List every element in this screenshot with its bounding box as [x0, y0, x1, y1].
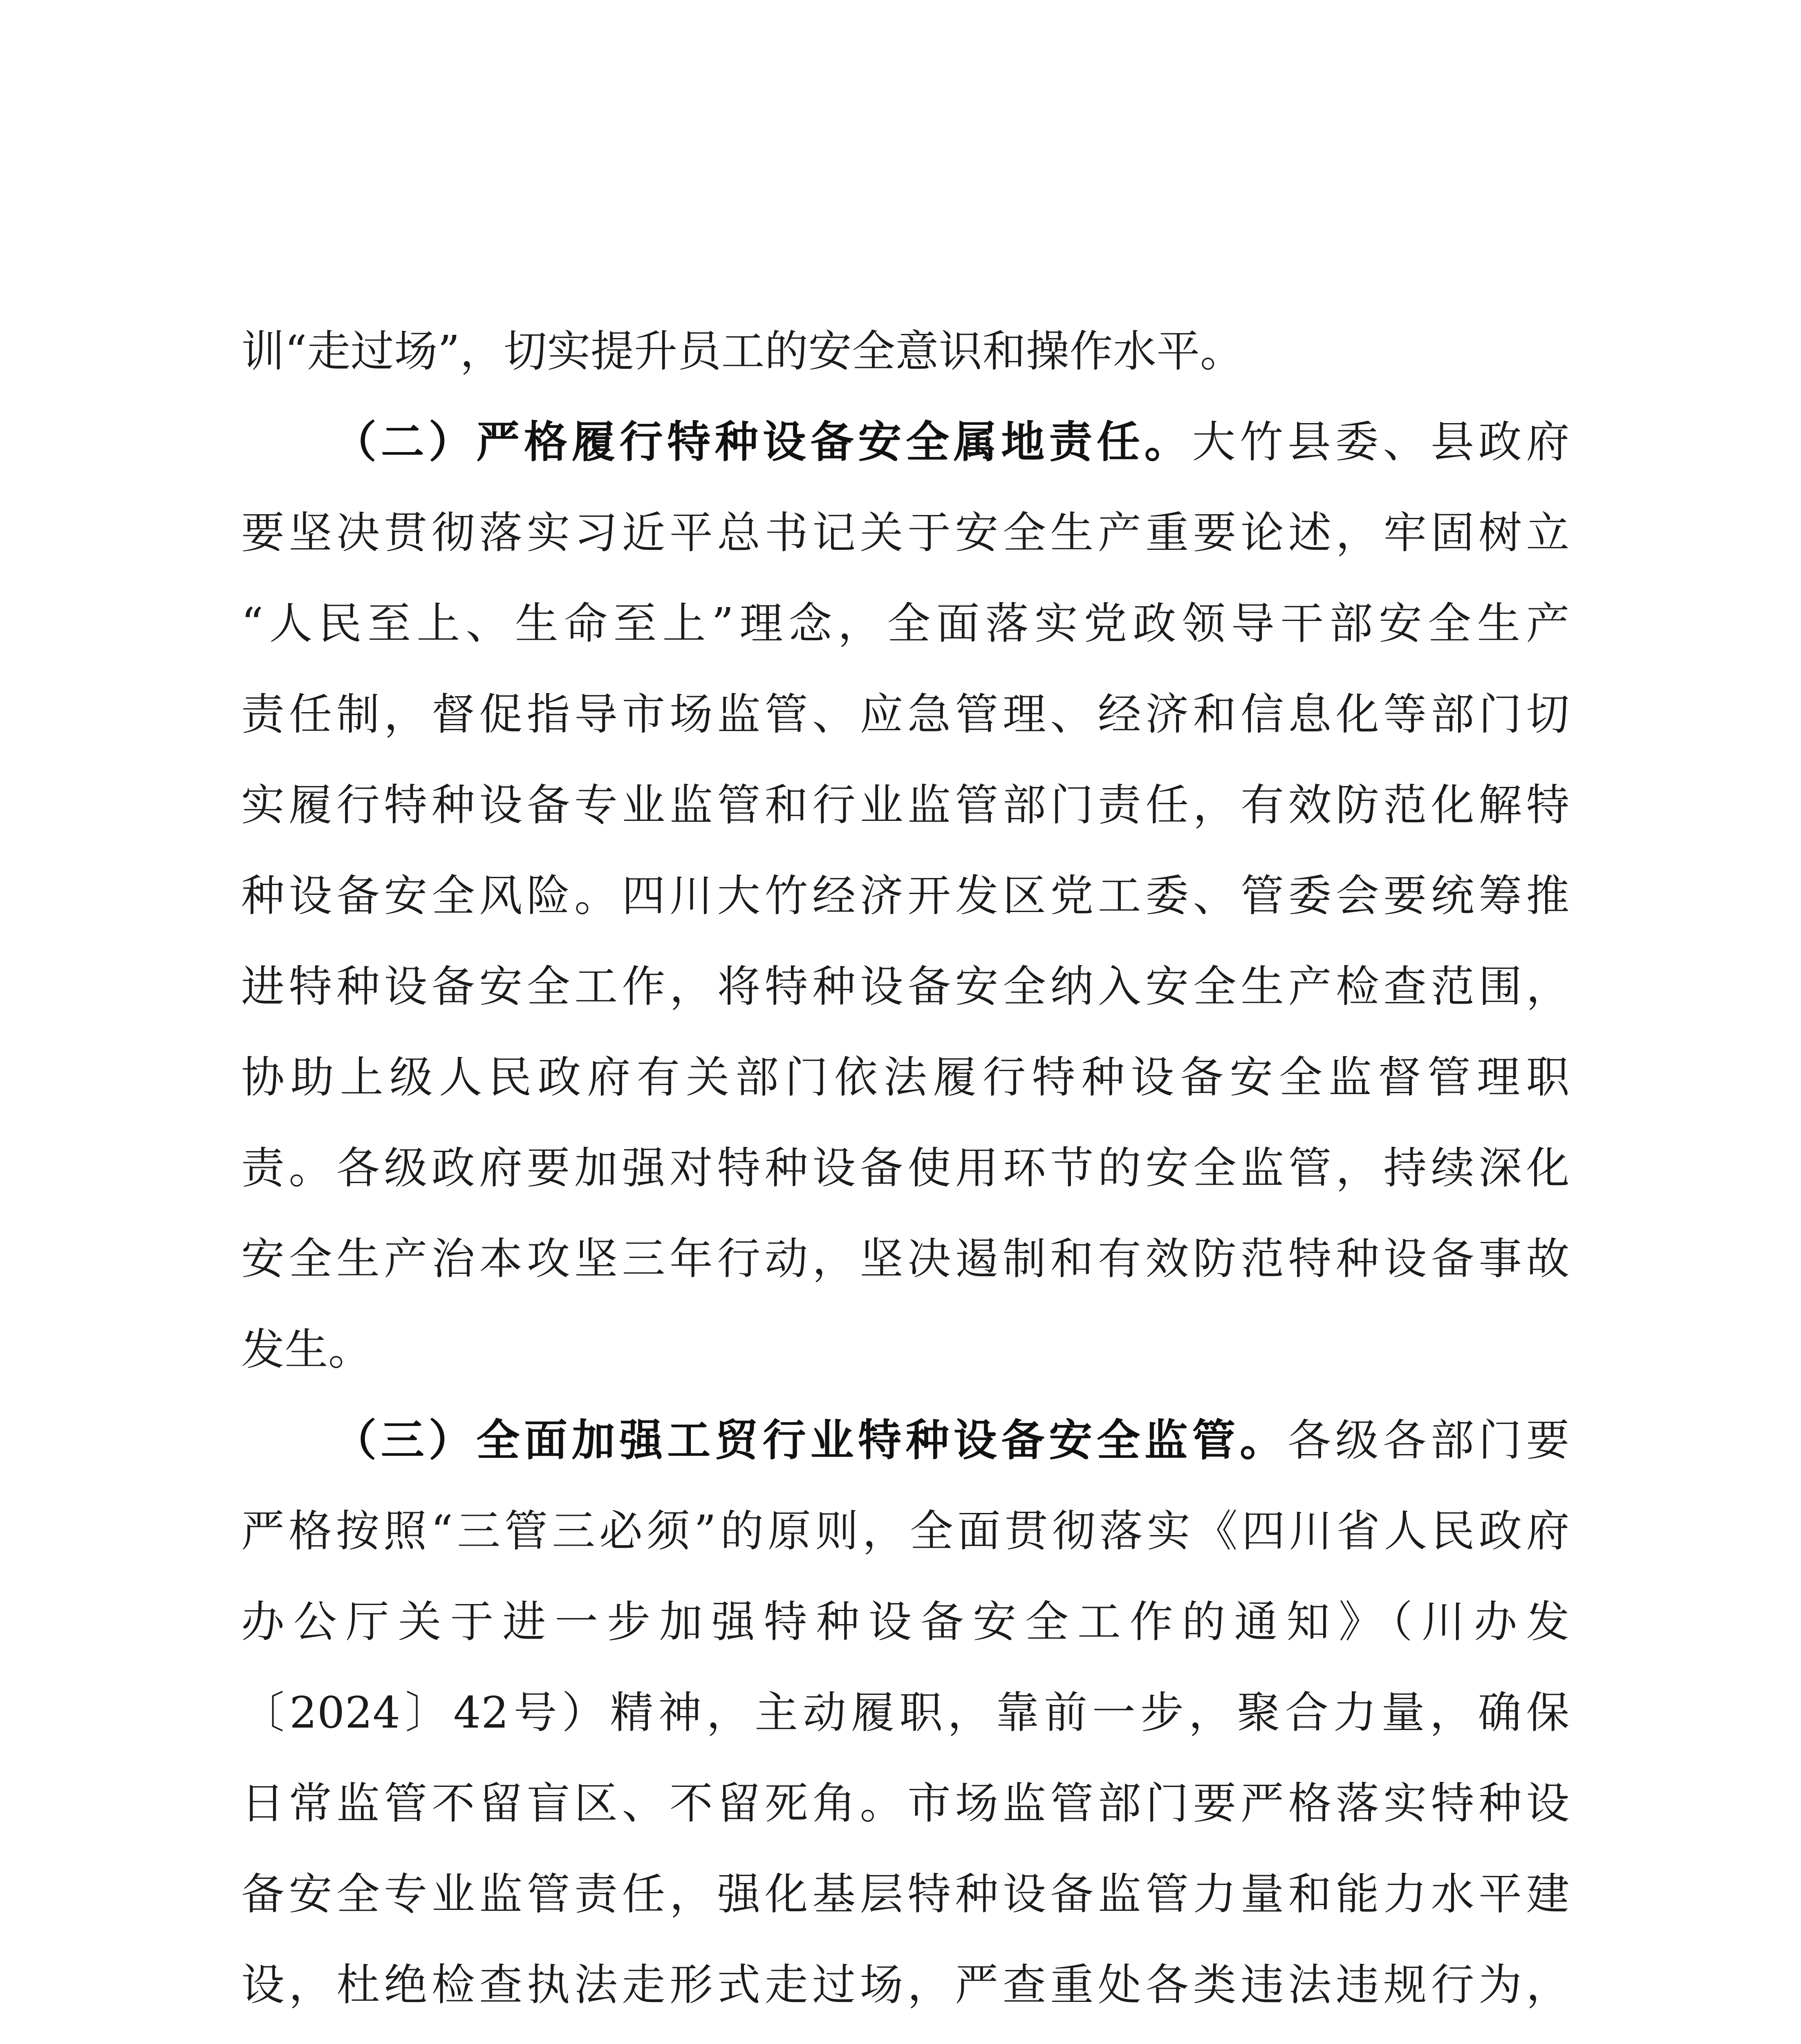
section-2-heading: （二）严格履行特种设备安全属地责任。 — [333, 417, 1192, 467]
text-line: 设，杜绝检查执法走形式走过场，严查重处各类违法违规行为， — [241, 1960, 1570, 2010]
text-line: 办公厅关于进一步加强特种设备安全工作的通知》（川办发 — [241, 1597, 1570, 1647]
section-3-first-line — [333, 1412, 1570, 1469]
text-line: “人民至上、生命至上”理念，全面落实党政领导干部安全生产 — [241, 598, 1570, 649]
section-2-lead: 大竹县委、县政府 — [1192, 417, 1570, 467]
text-line: 安全生产治本攻坚三年行动，坚决遏制和有效防范特种设备事故 — [241, 1234, 1570, 1284]
text-line: 发生。 — [241, 1325, 372, 1375]
text-line: 日常监管不留盲区、不留死角。市场监管部门要严格落实特种设 — [241, 1778, 1570, 1829]
section-3-lead: 各级各部门要 — [1287, 1415, 1570, 1466]
text-line: 协助上级人民政府有关部门依法履行特种设备安全监督管理职 — [241, 1052, 1570, 1103]
text-line: 备安全专业监管责任，强化基层特种设备监管力量和能力水平建 — [241, 1869, 1570, 1919]
text-line: 要坚决贯彻落实习近平总书记关于安全生产重要论述，牢固树立 — [241, 508, 1570, 558]
section-2-first-line — [333, 414, 1570, 471]
text-line: 实履行特种设备专业监管和行业监管部门责任，有效防范化解特 — [241, 780, 1570, 830]
text-line: 种设备安全风险。四川大竹经济开发区党工委、管委会要统筹推 — [241, 871, 1570, 921]
section-3-heading: （三）全面加强工贸行业特种设备安全监管。 — [333, 1415, 1288, 1466]
text-line: 〔2024〕42号）精神，主动履职，靠前一步，聚合力量，确保 — [241, 1688, 1570, 1738]
text-line: 进特种设备安全工作，将特种设备安全纳入安全生产检查范围， — [241, 961, 1570, 1012]
text-line: 训“走过场”，切实提升员工的安全意识和操作水平。 — [241, 326, 1244, 377]
text-line: 严格按照“三管三必须”的原则，全面贯彻落实《四川省人民政府 — [241, 1506, 1570, 1556]
text-line: 责。各级政府要加强对特种设备使用环节的安全监管，持续深化 — [241, 1143, 1570, 1193]
text-line: 责任制，督促指导市场监管、应急管理、经济和信息化等部门切 — [241, 689, 1570, 740]
